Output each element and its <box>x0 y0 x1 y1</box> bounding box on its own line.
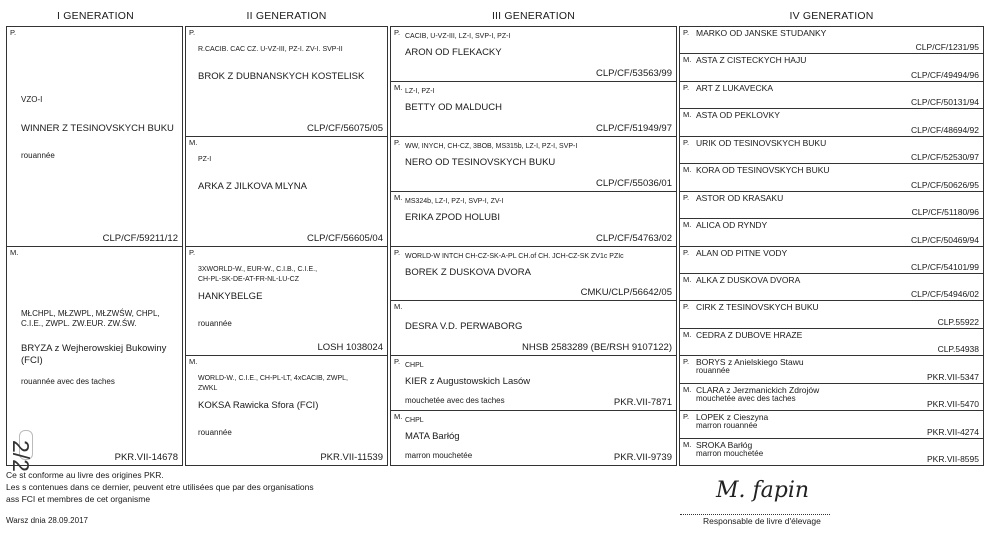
registration-number: CLP/CF/53563/99 <box>595 67 672 79</box>
ancestor-gen4-9 <box>679 246 984 274</box>
sex-marker: P. <box>189 247 196 257</box>
registration-number: CLP/CF/51180/96 <box>911 207 979 218</box>
dog-titles: CHPL <box>405 417 424 425</box>
registration-number: PKR.VII-5347 <box>927 371 979 382</box>
ancestor-gen4-7 <box>679 191 984 219</box>
sex-marker: P. <box>189 28 196 37</box>
sex-marker: M. <box>394 192 403 202</box>
dog-name: ALICA OD RYNDY <box>696 220 768 231</box>
registration-number: PKR.VII-8595 <box>927 454 979 464</box>
dog-titles: VZO-I <box>21 95 43 104</box>
registration-number: CLP/CF/56075/05 <box>306 122 383 134</box>
ancestor-gen2-1 <box>185 26 388 137</box>
dog-name: BETTY OD MALDUCH <box>405 101 502 113</box>
registration-number: PKR.VII-5470 <box>927 399 979 410</box>
dog-name: BRYZA z Wejherowskiej Bukowiny (FCI) <box>21 342 167 366</box>
dog-titles: LZ-I, PZ-I <box>405 87 435 95</box>
ancestor-gen4-10 <box>679 273 984 301</box>
ancestor-gen4-6 <box>679 163 984 191</box>
page-stamp: 2/2 <box>8 440 34 472</box>
registration-number: CLP/CF/59211/12 <box>102 232 178 244</box>
dog-name: SROKA Barłóg <box>696 439 753 450</box>
dog-color: rouannée <box>696 366 730 376</box>
registration-number: CLP/CF/51949/97 <box>595 122 672 134</box>
registration-number: CLP/CF/55036/01 <box>595 177 672 189</box>
registration-number: PKR.VII-4274 <box>927 426 979 437</box>
registration-number: PKR.VII-11539 <box>320 452 383 463</box>
sex-marker: M. <box>683 384 692 394</box>
dog-color: marron mouchetée <box>405 451 473 461</box>
sex-marker: P. <box>683 302 690 312</box>
dog-titles: MS324b, LZ-I, PZ-I, SVP-I, ZV-I <box>405 197 504 205</box>
registration-number: PKR.VII-14678 <box>114 452 178 463</box>
ancestor-gen4-8 <box>679 218 984 246</box>
dog-name: ASTA OD PEKLOVKY <box>696 110 780 121</box>
signature: M. fapin <box>716 478 810 503</box>
registration-number: CLP/CF/50469/94 <box>910 234 979 245</box>
dog-name: BOREK Z DUSKOVA DVORA <box>405 266 531 278</box>
dog-titles: R.CACIB. CAC CZ. U-VZ-III, PZ-I. ZV-I. SVP-II <box>198 46 343 53</box>
dog-color: rouannée avec des taches <box>21 376 115 386</box>
ancestor-gen3-4 <box>390 191 677 247</box>
dog-name: BROK Z DUBNANSKYCH KOSTELISK <box>198 71 365 82</box>
ancestor-gen3-8 <box>390 410 677 466</box>
sex-marker: M. <box>683 110 692 120</box>
dog-name: WINNER Z TESINOVSKYCH BUKU <box>21 123 174 134</box>
dog-color: rouannée <box>198 428 232 438</box>
ancestor-gen4-4 <box>679 108 984 136</box>
ancestor-gen2-4 <box>185 355 388 466</box>
ancestor-gen3-6 <box>390 300 677 356</box>
ancestor-gen4-14 <box>679 383 984 411</box>
registration-number: CLP/CF/50131/94 <box>910 97 979 108</box>
dog-titles: CHPL <box>405 362 424 370</box>
registration-number: PKR.VII-9739 <box>613 452 672 463</box>
header-generation-4: IV GENERATION <box>789 10 874 22</box>
sex-marker: M. <box>394 412 403 422</box>
ancestor-gen4-5 <box>679 136 984 164</box>
sex-marker: P. <box>10 28 17 37</box>
registration-number: CLP/CF/56605/04 <box>306 232 383 244</box>
dog-name: MARKO OD JANSKE STUDANKY <box>696 28 827 38</box>
sex-marker: P. <box>683 28 690 37</box>
sex-marker: M. <box>394 302 403 312</box>
dog-name: KIER z Augustowskich Lasów <box>405 376 531 388</box>
dog-color: rouannée <box>198 318 232 328</box>
ancestor-gen2-2 <box>185 136 388 247</box>
dog-name: HANKYBELGE <box>198 290 263 302</box>
registration-number: CLP/CF/49494/96 <box>910 69 979 80</box>
sex-marker: M. <box>683 165 692 175</box>
ancestor-gen3-5 <box>390 246 677 302</box>
sex-marker: P. <box>683 412 690 422</box>
sex-marker: P. <box>683 82 690 92</box>
registration-number: CLP/CF/48694/92 <box>910 124 979 135</box>
header-generation-1: I GENERATION <box>57 10 134 22</box>
registration-number: CLP/CF/54763/02 <box>595 232 672 244</box>
registration-number: CLP/CF/1231/95 <box>915 42 979 53</box>
dog-color: mouchetée avec des taches <box>696 393 796 403</box>
sex-marker: M. <box>683 220 692 230</box>
registration-number: CMKU/CLP/56642/05 <box>580 287 672 299</box>
sex-marker: P. <box>683 137 690 147</box>
dog-name: NERO OD TESINOVSKYCH BUKU <box>405 156 556 168</box>
dog-name: KOKSA Rawicka Sfora (FCI) <box>198 400 319 412</box>
registration-number: CLP/CF/54946/02 <box>910 289 979 300</box>
dog-name: ALAN OD PITNE VODY <box>696 247 788 258</box>
dog-name: BORYS z Anielskiego Stawu <box>696 357 804 368</box>
dog-name: ASTOR OD KRASAKU <box>696 192 784 203</box>
sex-marker: M. <box>189 137 198 147</box>
sex-marker: M. <box>683 329 692 339</box>
registration-number: CLP.54938 <box>937 344 979 355</box>
ancestor-gen3-1 <box>390 26 677 82</box>
ancestor-gen4-2 <box>679 53 984 81</box>
sex-marker: M. <box>683 55 692 65</box>
dog-name: ASTA Z CISTECKYCH HAJU <box>696 55 807 66</box>
registration-number: CLP/CF/52530/97 <box>910 152 979 163</box>
sex-marker: P. <box>394 357 401 367</box>
ancestor-gen4-15 <box>679 410 984 438</box>
registration-number: CLP/CF/54101/99 <box>910 261 979 272</box>
sex-marker: M. <box>10 247 19 257</box>
dog-titles: WW, INYCH, CH-CZ, 3BOB, MS315b, LZ-I, PZ-I, SVP-I <box>405 142 578 150</box>
dog-color: mouchetée avec des taches <box>405 396 505 406</box>
ancestor-gen3-2 <box>390 81 677 137</box>
sex-marker: P. <box>683 357 690 367</box>
dog-name: URIK OD TESINOVSKYCH BUKU <box>696 137 827 148</box>
ancestor-gen1-1 <box>6 26 183 247</box>
footer-line-1: Ce st conforme au livre des origines PKR. <box>6 470 164 480</box>
dog-name: ART Z LUKAVECKA <box>696 82 773 93</box>
ancestor-gen4-13 <box>679 355 984 383</box>
sex-marker: P. <box>394 137 401 147</box>
dog-name: ARON OD FLEKACKY <box>405 47 502 58</box>
dog-titles: WORLD-W INTCH CH-CZ-SK-A-PL CH.of CH. JCH-CZ-SK ZV1c PZIc <box>405 252 624 260</box>
signature-dotted-line <box>680 514 830 515</box>
dog-name: ARKA Z JILKOVA MLYNA <box>198 180 307 192</box>
sex-marker: P. <box>394 28 401 37</box>
dog-color: marron rouannée <box>696 421 758 431</box>
footer-line-2: Les s contenues dans ce dernier, peuvent etre utilisées que par des organisations <box>6 482 314 492</box>
sex-marker: P. <box>683 192 690 202</box>
registration-number: CLP.55922 <box>937 316 979 327</box>
ancestor-gen4-12 <box>679 328 984 356</box>
registration-number: CLP/CF/50626/95 <box>910 179 979 190</box>
header-generation-2: II GENERATION <box>246 10 327 22</box>
dog-name: ERIKA ZPOD HOLUBI <box>405 211 501 223</box>
sex-marker: M. <box>683 439 692 449</box>
sex-marker: P. <box>683 247 690 257</box>
dog-titles: 3XWORLD-W., EUR-W., C.I.B., C.I.E., CH-PL-SK-DE-AT-FR-NL-LU-CZ <box>198 265 318 283</box>
sex-marker: M. <box>189 357 198 367</box>
dog-name: LOPEK z Cieszyna <box>696 412 769 423</box>
dog-titles: WORLD-W., C.I.E., CH-PL-LT, 4xCACIB, ZWPL, ZWKL <box>198 375 348 393</box>
dog-name: DESRA V.D. PERWABORG <box>405 321 523 333</box>
sex-marker: M. <box>683 274 692 284</box>
ancestor-gen3-3 <box>390 136 677 192</box>
responsable-label: Responsable de livre d'élevage <box>703 516 821 526</box>
sex-marker: P. <box>394 247 401 257</box>
dog-color: rouannée <box>21 151 55 160</box>
dog-titles: CACIB, U-VZ-III, LZ-I, SVP-I, PZ-I <box>405 33 511 40</box>
footer-line-3: ass FCI et membres de cet organisme <box>6 494 151 504</box>
ancestor-gen3-7 <box>390 355 677 411</box>
dog-name: CIRK Z TESINOVSKYCH BUKU <box>696 302 819 313</box>
registration-number: NHSB 2583289 (BE/RSH 9107122) <box>522 342 672 354</box>
sex-marker: M. <box>394 82 403 92</box>
dog-color: marron mouchetée <box>696 448 764 458</box>
dog-name: ALKA Z DUSKOVA DVORA <box>696 274 801 285</box>
dog-name: CLARA z Jerzmanickich Zdrojów <box>696 384 820 395</box>
header-generation-3: III GENERATION <box>491 10 576 22</box>
dog-name: CEDRA Z DUBOVE HRAZE <box>696 329 803 340</box>
ancestor-gen2-3 <box>185 246 388 357</box>
dog-name: KORA OD TESINOVSKYCH BUKU <box>696 165 830 176</box>
dog-titles: MŁCHPL, MŁZWPL, MŁZWŚW, CHPL, C.I.E., ZWPL. ZW.EUR. ZW.ŚW. <box>21 308 160 328</box>
dog-titles: PZ-I <box>198 155 212 163</box>
registration-number: LOSH 1038024 <box>317 342 383 354</box>
ancestor-gen4-11 <box>679 300 984 328</box>
dog-name: MATA Barłóg <box>405 431 460 443</box>
ancestor-gen4-1 <box>679 26 984 54</box>
ancestor-gen4-3 <box>679 81 984 109</box>
ancestor-gen4-16 <box>679 438 984 466</box>
footer-date: Warsz dnia 28.09.2017 <box>6 516 88 525</box>
registration-number: PKR.VII-7871 <box>613 397 672 409</box>
